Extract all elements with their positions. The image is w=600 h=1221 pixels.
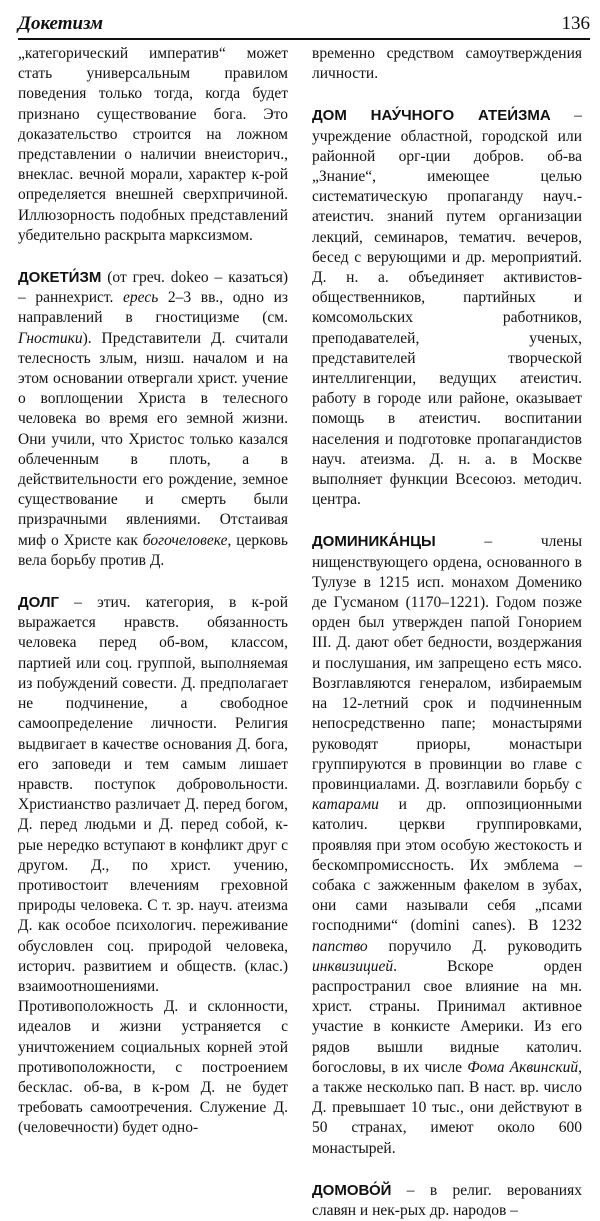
page-header xyxy=(18,8,590,40)
headword-docetism: ДОКЕТИЗМ xyxy=(18,269,102,287)
running-head: Докетизм xyxy=(18,13,104,34)
right-column xyxy=(312,44,582,1221)
headword-house-of-atheism: ДОМ НАУЧНОГО АТЕИЗМА xyxy=(312,107,551,125)
entry-continuation: „категорический императив“ может стать универсальным правилом поведения только тогда, когда будет признано существование бога. Это доказательство строится на ложном представлении о наличии внеисторич., внеклас. вечной морали, характер к-рой определяется внешней сверхпричиной. Иллюзорность подобных представлений убедительно раскрыта марксизмом. xyxy=(18,45,288,244)
page-number: 136 xyxy=(561,13,590,34)
left-column xyxy=(18,44,288,1139)
headword-domovoi: ДОМОВОЙ xyxy=(312,1181,392,1199)
entry-house-of-atheism: ДОМ НАУЧНОГО АТЕИЗМА – учреждение областной, городской или районной орг-ции добров. об-ва „Знание“, имеющее целью систематическую пропаганду науч.-атеистич. знаний путем организации лекций, семинаров, тематич. вечеров, бесед с верующими и др. мероприятий. Д. н. а. объединяет активистов-общественников, партийных и комсомольских работников, преподавателей, ученых, представителей творческой интеллигенции, ведущих атеистич. работу в городе или районе, оказывает помощь в атеистич. воспитании населения и подготовке пропагандистов науч. атеизма. Д. н. а. в Москве выполняет функции Всесоюз. методич. центра. xyxy=(312,107,582,509)
entry-duty: ДОЛГ – этич. категория, в к-рой выражается нравств. обязанность человека перед об-вом, классом, партией или соц. группой, выполняемая из побуждений совести. Д. предполагает не подчинение, а свободное самоопределение личности. Религия выдвигает в качестве основания Д. бога, его заповеди и тем самым лишает нравств. поступок добровольности. Христианство различает Д. перед богом, Д. перед людьми и Д. перед собой, к-рые нередко вступают в конфликт друг с другом. Д., по христ. учению, противостоит влечениям греховной природы человека. С т. зр. науч. атеизма Д. как особое психологич. переживание обусловлен соц. природой человека, историч. развитием и обществ. (клас.) взаимоотношениями. Противоположность Д. и склонности, идеалов и жизни устраняется с уничтожением социальных корней этой противоположности, с построением бесклас. об-ва, в к-ром Д. не будет требовать самоотречения. Служение Д. (человечности) будет одно- xyxy=(18,594,288,1137)
entry-docetism: ДОКЕТИЗМ (от греч. dokeo – казаться) – раннехрист. ересь 2–3 вв., одно из направлений в гностицизме (см. Гностики). Представители Д. считали телесность злым, низш. началом и на этом основании отвергали христ. учение о воплощении Христа в телесного человека во время его земной жизни. Они учили, что Христос только казался облеченным в плоть, а в действительности его рождение, земное существование и смерть были призрачными явлениями. Отстаивая миф о Христе как богочеловеке, церковь вела борьбу против Д. xyxy=(18,269,288,569)
entry-domovoi: ДОМОВОЙ – в религ. верованиях славян и нек-рых др. народов – xyxy=(312,1181,582,1219)
headword-duty: ДОЛГ xyxy=(18,594,60,612)
entry-continuation-right: временно средством самоутверждения личности. xyxy=(312,45,582,83)
headword-dominicans: ДОМИНИКАНЦЫ xyxy=(312,533,436,551)
entry-dominicans: ДОМИНИКАНЦЫ – члены нищенствующего ордена, основанного в Тулузе в 1215 исп. монахом Доменико де Гусманом (1170–1221). Годом позже орден был утвержден папой Гонорием III. Д. дают обет бедности, воздержания и послушания, им запрещено есть мясо. Возглавляются генералом, избираемым на 12-летний срок и подчиненным непосредственно папе; монастырями руководят приоры, монастыри группируются в провинции во главе с провинциалами. Д. возглавили борьбу с катарами и др. оппозиционными католич. церкви группировками, проявляя при этом особую жестокость и бескомпромиссность. Их эмблема – собака с зажженным факелом в зубах, они сами называли себя „псами господними“ (domini canes). В 1232 папство поручило Д. руководить инквизицией. Вскоре орден распространил свое влияние на мн. христ. страны. Принимал активное участие в конкисте Америки. Из его рядов вышли видные католич. богословы, в их числе Фома Аквинский, а также несколько пап. В наст. вр. число Д. превышает 10 тыс., они действуют в 50 странах, имеют около 600 монастырей. xyxy=(312,533,582,1157)
